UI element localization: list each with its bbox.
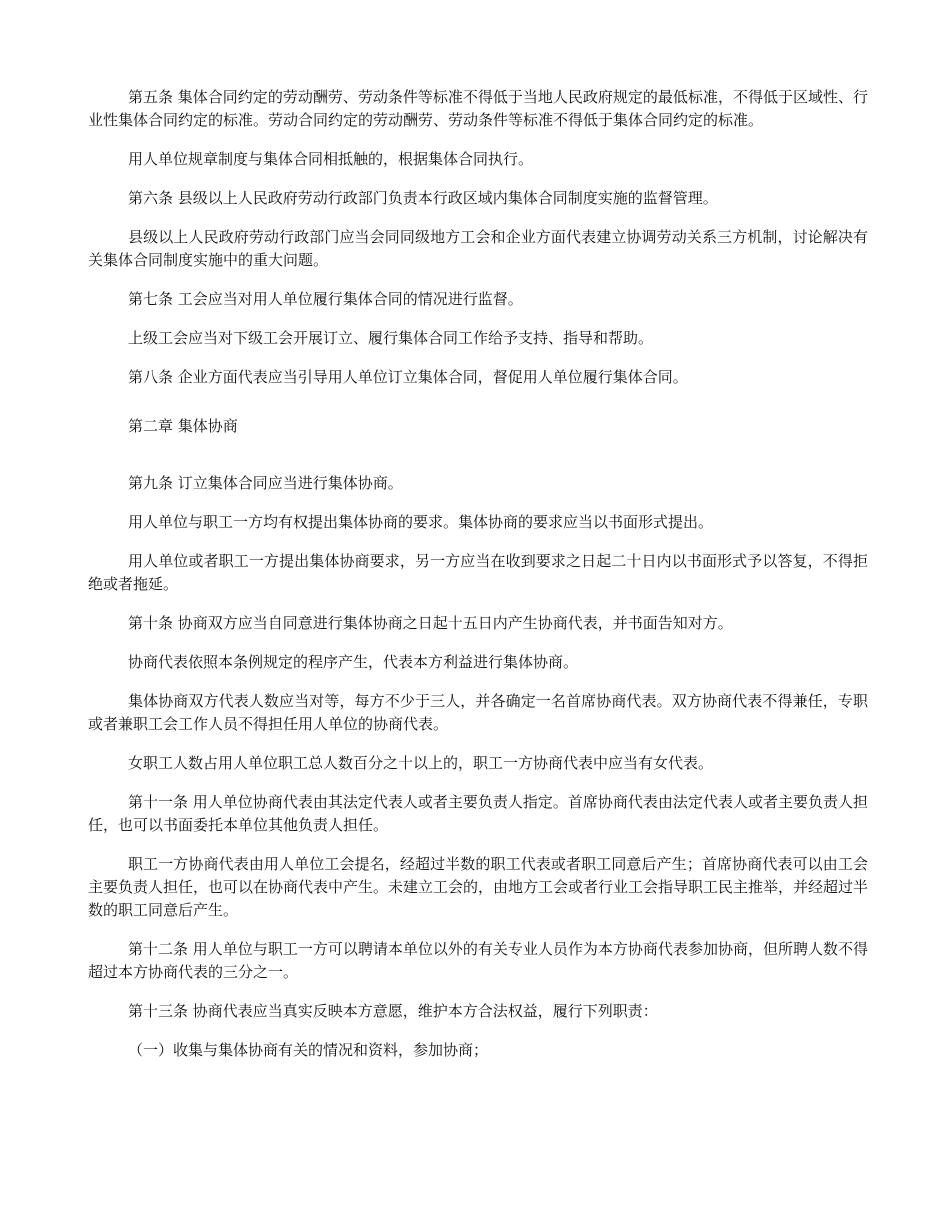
article-7-clause-2: 上级工会应当对下级工会开展订立、履行集体合同工作给予支持、指导和帮助。 xyxy=(128,329,654,347)
article-13-paragraph: 第十三条 协商代表应当真实反映本方意愿，维护本方合法权益，履行下列职责： xyxy=(128,1002,658,1020)
article-13-item-1: （一）收集与集体协商有关的情况和资料，参加协商； xyxy=(128,1041,489,1059)
article-8-paragraph: 第八条 企业方面代表应当引导用人单位订立集体合同，督促用人单位履行集体合同。 xyxy=(128,368,688,386)
article-11-clause-2: 职工一方协商代表由用人单位工会提名，经超过半数的职工代表或者职工同意后产生；首席协商代表可以由工会主要负责人担任，也可以在协商代表中产生。未建立工会的，由地方工会或者行业工会指导职工民主推举，并经超过半数的职工同意后产生。 xyxy=(88,855,869,919)
chapter-heading: 第二章 集体协商 xyxy=(128,417,238,435)
article-10-paragraph: 第十条 协商双方应当自同意进行集体协商之日起十五日内产生协商代表，并书面告知对方。 xyxy=(128,614,733,632)
article-6-clause-2: 县级以上人民政府劳动行政部门应当会同同级地方工会和企业方面代表建立协调劳动关系三方机制，讨论解决有关集体合同制度实施中的重大问题。 xyxy=(88,228,868,269)
article-12-paragraph: 第十二条 用人单位与职工一方可以聘请本单位以外的有关专业人员作为本方协商代表参加协商，但所聘人数不得超过本方协商代表的三分之一。 xyxy=(88,940,868,981)
article-9-paragraph: 第九条 订立集体合同应当进行集体协商。 xyxy=(128,474,403,492)
document-page xyxy=(88,86,868,1078)
article-11-paragraph: 第十一条 用人单位协商代表由其法定代表人或者主要负责人指定。首席协商代表由法定代表人或者主要负责人担任，也可以书面委托本单位其他负责人担任。 xyxy=(88,793,868,834)
article-10-clause-4: 女职工人数占用人单位职工总人数百分之十以上的，职工一方协商代表中应当有女代表。 xyxy=(128,754,714,772)
article-7-paragraph: 第七条 工会应当对用人单位履行集体合同的情况进行监督。 xyxy=(128,290,523,308)
article-9-clause-2: 用人单位与职工一方均有权提出集体协商的要求。集体协商的要求应当以书面形式提出。 xyxy=(128,513,714,531)
article-5-paragraph: 第五条 集体合同约定的劳动酬劳、劳动条件等标准不得低于当地人民政府规定的最低标准，不得低于区域性、行业性集体合同约定的标准。劳动合同约定的劳动酬劳、劳动条件等标准不得低于集体合同约定的标准。 xyxy=(88,88,868,129)
article-5-clause-2: 用人单位规章制度与集体合同相抵触的，根据集体合同执行。 xyxy=(128,150,534,168)
article-10-clause-2: 协商代表依照本条例规定的程序产生，代表本方利益进行集体协商。 xyxy=(128,653,579,671)
article-6-paragraph: 第六条 县级以上人民政府劳动行政部门负责本行政区域内集体合同制度实施的监督管理。 xyxy=(128,189,718,207)
article-10-clause-3: 集体协商双方代表人数应当对等，每方不少于三人，并各确定一名首席协商代表。双方协商代表不得兼任，专职或者兼职工会工作人员不得担任用人单位的协商代表。 xyxy=(88,692,868,733)
article-9-clause-3: 用人单位或者职工一方提出集体协商要求，另一方应当在收到要求之日起二十日内以书面形式予以答复，不得拒绝或者拖延。 xyxy=(88,552,868,593)
